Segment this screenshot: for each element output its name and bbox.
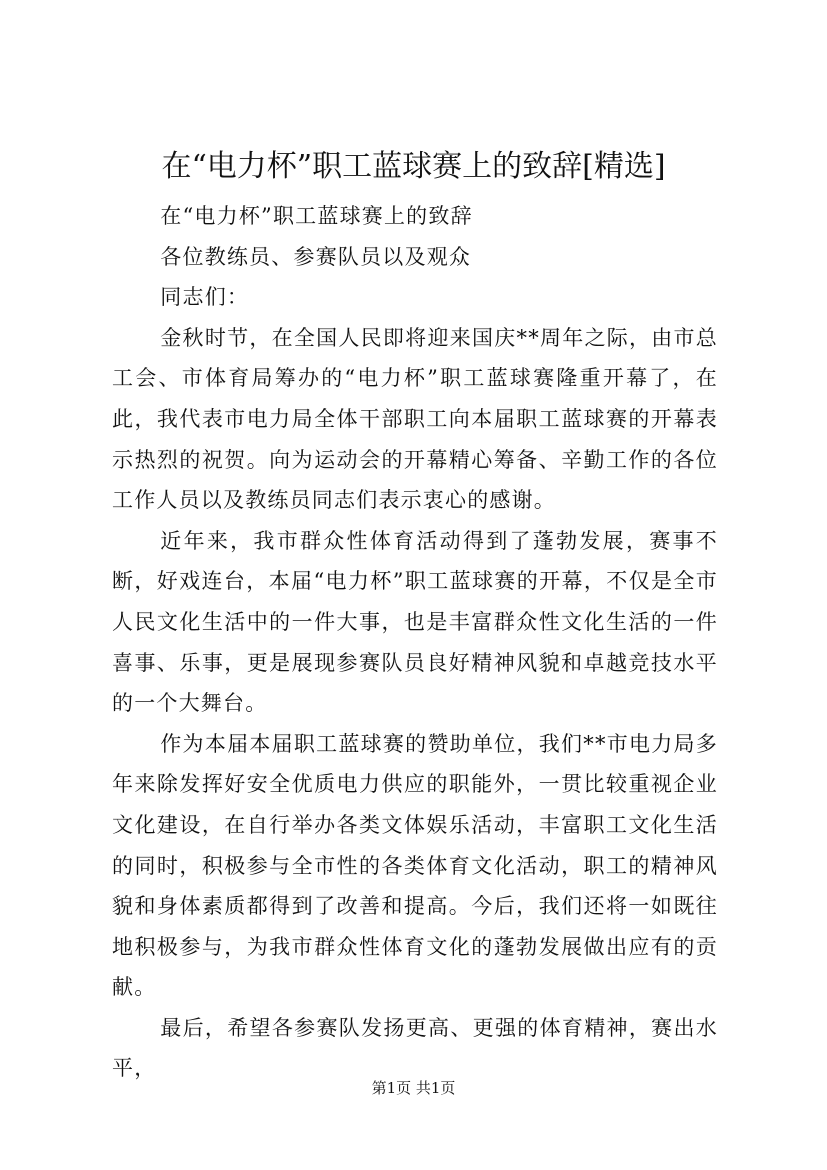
paragraph-subtitle: 在“电力杯”职工蓝球赛上的致辞 bbox=[160, 204, 473, 228]
document-title: 在“电力杯”职工蓝球赛上的致辞[精选] bbox=[161, 149, 666, 184]
paragraph-sponsor: 作为本届本届职工蓝球赛的赞助单位，我们**市电力局多年来除发挥好安全优质电力供应的职能外，一贯比较重视企业文化建设，在自行举办各类文体娱乐活动，丰富职工文化生活的同时，积极参与全市性的各类体育文化活动，职工的精神风貌和身体素质都得到了改善和提高。今后，我们还将一如既往地积极参与，为我市群众性体育文化的蓬勃发展做出应有的贡献。 bbox=[112, 731, 718, 1000]
document-body bbox=[112, 196, 718, 1089]
paragraph-greeting: 同志们： bbox=[160, 285, 250, 310]
page-footer: 第1页 共1页 bbox=[371, 1079, 456, 1097]
paragraph-opening: 金秋时节，在全国人民即将迎来国庆**周年之际，由市总工会、市体育局筹办的“电力杯”职工蓝球赛隆重开幕了，在此，我代表市电力局全体干部职工向本届职工蓝球赛的开幕表示热烈的祝贺。向为运动会的开幕精心筹备、辛勤工作的各位工作人员以及教练员同志们表示衷心的感谢。 bbox=[112, 325, 718, 513]
paragraph-development: 近年来，我市群众性体育活动得到了蓬勃发展，赛事不断，好戏连台，本届“电力杯”职工蓝球赛的开幕，不仅是全市人民文化生活中的一件大事，也是丰富群众性文化生活的一件喜事、乐事，更是展现参赛队员良好精神风貌和卓越竞技水平的一个大舞台。 bbox=[112, 528, 718, 716]
paragraph-closing: 最后，希望各参赛队发扬更高、更强的体育精神，赛出水平， bbox=[112, 1015, 718, 1081]
paragraph-salutation: 各位教练员、参赛队员以及观众 bbox=[160, 244, 472, 269]
